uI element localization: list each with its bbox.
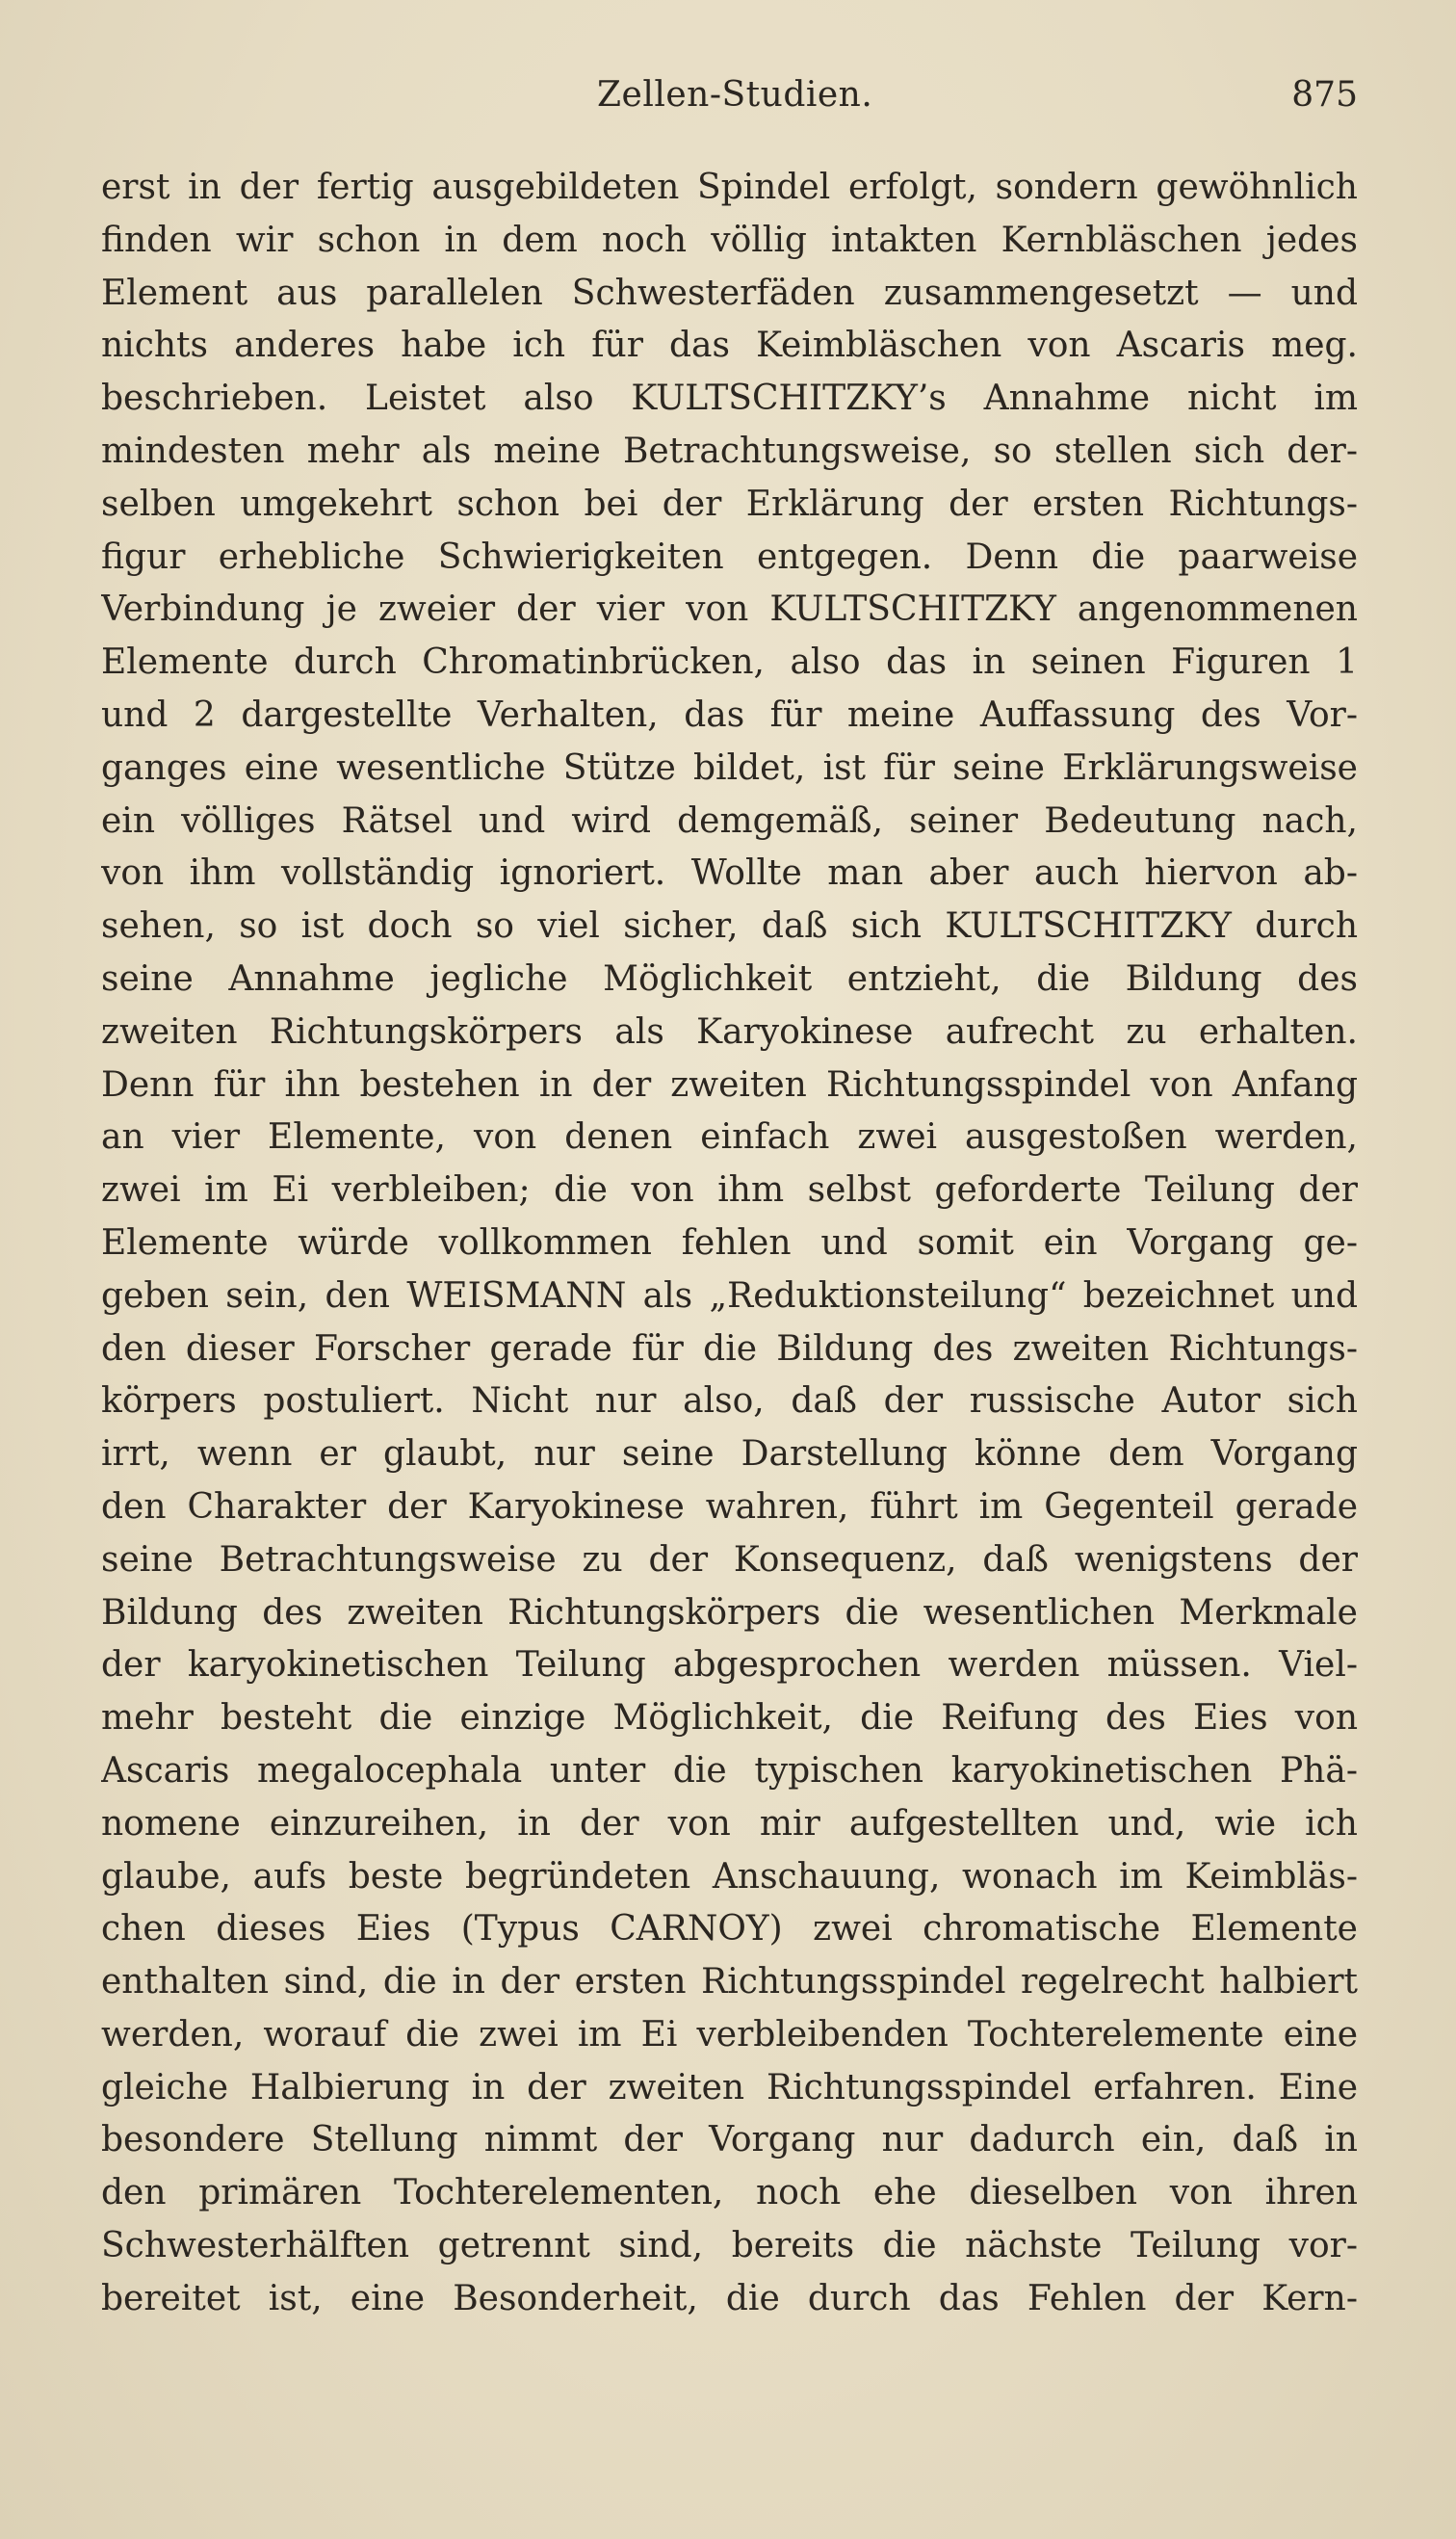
text-line: beschrieben. Leistet also KULTSCHITZKY’s Annahme nicht im xyxy=(101,379,1358,419)
text-line: ganges eine wesentliche Stütze bildet, ist für seine Erklärungsweise xyxy=(101,747,1358,788)
running-head xyxy=(101,75,1358,123)
text-line: besondere Stellung nimmt der Vorgang nur dadurch ein, daß in xyxy=(101,2120,1358,2160)
text-line: Schwesterhälften getrennt sind, bereits die nächste Teilung vor- xyxy=(101,2226,1358,2266)
text-line: Element aus parallelen Schwesterfäden zusammengesetzt — und xyxy=(101,273,1358,313)
text-line: zweiten Richtungskörpers als Karyokinese aufrecht zu erhalten. xyxy=(101,1011,1358,1052)
text-line: nichts anderes habe ich für das Keimbläschen von Ascaris meg. xyxy=(101,326,1358,366)
text-line: körpers postuliert. Nicht nur also, daß der russische Autor sich xyxy=(101,1381,1358,1422)
text-line: mindesten mehr als meine Betrachtungsweise, so stellen sich der- xyxy=(101,431,1358,471)
text-line: Verbindung je zweier der vier von KULTSCHITZKY angenommenen xyxy=(101,589,1358,630)
text-line: gleiche Halbierung in der zweiten Richtungsspindel erfahren. Eine xyxy=(101,2067,1358,2107)
text-line: seine Betrachtungsweise zu der Konsequenz, daß wenigstens der xyxy=(101,1539,1358,1580)
text-line: nomene einzureihen, in der von mir aufgestellten und, wie ich xyxy=(101,1803,1358,1844)
text-line: Ascaris megalocephala unter die typischen karyokinetischen Phä- xyxy=(101,1750,1358,1791)
text-line: sehen, so ist doch so viel sicher, daß sich KULTSCHITZKY durch xyxy=(101,906,1358,947)
body-text xyxy=(101,162,1358,2326)
text-line: den Charakter der Karyokinese wahren, führt im Gegenteil gerade xyxy=(101,1486,1358,1527)
text-line: und 2 dargestellte Verhalten, das für meine Auffassung des Vor- xyxy=(101,694,1358,735)
text-line: enthalten sind, die in der ersten Richtungsspindel regelrecht halbiert xyxy=(101,1962,1358,2002)
text-line: selben umgekehrt schon bei der Erklärung der ersten Richtungs- xyxy=(101,484,1358,524)
text-line: seine Annahme jegliche Möglichkeit entzieht, die Bildung des xyxy=(101,958,1358,999)
text-line: werden, worauf die zwei im Ei verbleibenden Tochterelemente eine xyxy=(101,2014,1358,2055)
text-line: chen dieses Eies (Typus CARNOY) zwei chromatische Elemente xyxy=(101,1909,1358,1950)
text-line: erst in der fertig ausgebildeten Spindel erfolgt, sondern gewöhnlich xyxy=(101,168,1358,207)
text-line: an vier Elemente, von denen einfach zwei ausgestoßen werden, xyxy=(101,1117,1358,1158)
text-line: zwei im Ei verbleiben; die von ihm selbst geforderte Teilung der xyxy=(101,1170,1358,1211)
text-line: irrt, wenn er glaubt, nur seine Darstellung könne dem Vorgang xyxy=(101,1434,1358,1475)
text-line: den primären Tochterelementen, noch ehe dieselben von ihren xyxy=(101,2173,1358,2213)
text-line: Elemente würde vollkommen fehlen und somit ein Vorgang ge- xyxy=(101,1222,1358,1263)
text-line: mehr besteht die einzige Möglichkeit, die Reifung des Eies von xyxy=(101,1698,1358,1739)
text-line: finden wir schon in dem noch völlig intakten Kernbläschen jedes xyxy=(101,220,1358,260)
text-line: bereitet ist, eine Besonderheit, die durch das Fehlen der Kern- xyxy=(101,2278,1358,2318)
text-line: geben sein, den WEISMANN als „Reduktionsteilung“ bezeichnet und xyxy=(101,1275,1358,1316)
text-line: ein völliges Rätsel und wird demgemäß, seiner Bedeutung nach, xyxy=(101,800,1358,841)
text-line: den dieser Forscher gerade für die Bildung des zweiten Richtungs- xyxy=(101,1328,1358,1369)
page-number: 875 xyxy=(1291,75,1358,115)
text-line: von ihm vollständig ignoriert. Wollte man aber auch hiervon ab- xyxy=(101,853,1358,894)
running-title: Zellen-Studien. xyxy=(597,75,873,115)
text-line: Elemente durch Chromatinbrücken, also das in seinen Figuren 1 xyxy=(101,642,1358,683)
text-line: der karyokinetischen Teilung abgesprochen werden müssen. Viel- xyxy=(101,1645,1358,1686)
text-line: Bildung des zweiten Richtungskörpers die wesentlichen Merkmale xyxy=(101,1592,1358,1633)
text-line: Denn für ihn bestehen in der zweiten Richtungsspindel von Anfang xyxy=(101,1064,1358,1105)
text-line: glaube, aufs beste begründeten Anschauung, wonach im Keimbläs- xyxy=(101,1856,1358,1897)
text-line: figur erhebliche Schwierigkeiten entgegen. Denn die paarweise xyxy=(101,537,1358,577)
